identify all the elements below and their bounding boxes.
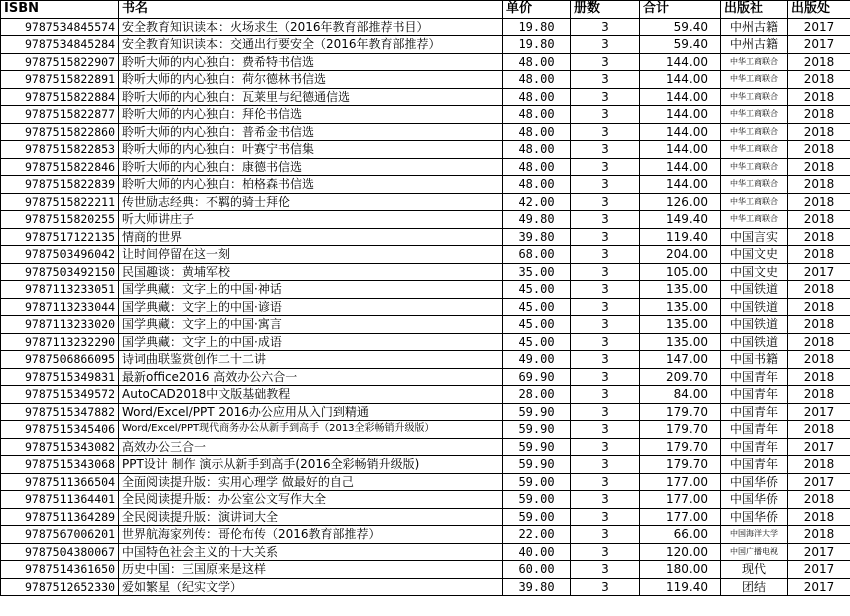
price-cell[interactable]: 40.00 (503, 543, 571, 561)
qty-cell[interactable]: 3 (571, 421, 640, 439)
isbn-cell[interactable]: 9787515822877 (1, 106, 119, 124)
table-row (1, 106, 850, 124)
publisher-cell[interactable]: 中国文史 (721, 263, 788, 281)
isbn-cell[interactable]: 9787515822846 (1, 158, 119, 176)
publisher-cell[interactable]: 中国青年 (721, 368, 788, 386)
year-cell[interactable]: 2018 (788, 106, 850, 124)
isbn-cell[interactable]: 9787511366504 (1, 473, 119, 491)
price-cell[interactable]: 49.80 (503, 211, 571, 229)
publisher-cell[interactable]: 中华工商联合 (721, 141, 788, 159)
title-cell[interactable]: 全民阅读提升版：办公室公文写作大全 (119, 491, 503, 509)
title-cell[interactable]: 聆听大师的内心独白：荷尔德林书信选 (119, 71, 503, 89)
total-cell[interactable]: 144.00 (640, 176, 721, 194)
price-cell[interactable]: 45.00 (503, 316, 571, 334)
publisher-cell[interactable]: 中国铁道 (721, 316, 788, 334)
year-cell[interactable]: 2018 (788, 211, 850, 229)
qty-cell[interactable]: 3 (571, 88, 640, 106)
price-cell[interactable]: 45.00 (503, 298, 571, 316)
price-cell[interactable]: 48.00 (503, 176, 571, 194)
total-cell[interactable]: 59.40 (640, 18, 721, 36)
publisher-cell[interactable]: 中国青年 (721, 456, 788, 474)
table-row (1, 316, 850, 334)
table-row (1, 53, 850, 71)
isbn-cell[interactable]: 9787515345406 (1, 421, 119, 439)
price-cell[interactable]: 49.00 (503, 351, 571, 369)
table-row (1, 123, 850, 141)
year-cell[interactable]: 2018 (788, 351, 850, 369)
header-qty[interactable]: 册数 (571, 1, 640, 19)
qty-cell[interactable]: 3 (571, 158, 640, 176)
publisher-cell[interactable]: 中华工商联合 (721, 71, 788, 89)
isbn-cell[interactable]: 9787515349572 (1, 386, 119, 404)
table-row (1, 193, 850, 211)
qty-cell[interactable]: 3 (571, 578, 640, 596)
title-cell[interactable]: 世界航海家列传：哥伦布传（2016教育部推荐） (119, 526, 503, 544)
price-cell[interactable]: 48.00 (503, 158, 571, 176)
price-cell[interactable]: 48.00 (503, 106, 571, 124)
title-cell[interactable]: 民国趣谈：黄埔军校 (119, 263, 503, 281)
table-row (1, 158, 850, 176)
publisher-cell[interactable]: 中国青年 (721, 403, 788, 421)
table-row (1, 543, 850, 561)
publisher-cell[interactable]: 中国文史 (721, 246, 788, 264)
total-cell[interactable]: 204.00 (640, 246, 721, 264)
publisher-cell[interactable]: 中华工商联合 (721, 176, 788, 194)
table-row (1, 246, 850, 264)
year-cell[interactable]: 2018 (788, 491, 850, 509)
price-cell[interactable]: 48.00 (503, 71, 571, 89)
isbn-cell[interactable]: 9787514361650 (1, 561, 119, 579)
publisher-cell[interactable]: 中州古籍 (721, 18, 788, 36)
total-cell[interactable]: 144.00 (640, 53, 721, 71)
price-cell[interactable]: 28.00 (503, 386, 571, 404)
publisher-cell[interactable]: 中华工商联合 (721, 193, 788, 211)
qty-cell[interactable]: 3 (571, 561, 640, 579)
qty-cell[interactable]: 3 (571, 438, 640, 456)
publisher-cell[interactable]: 团结 (721, 578, 788, 596)
total-cell[interactable]: 105.00 (640, 263, 721, 281)
year-cell[interactable]: 2018 (788, 123, 850, 141)
isbn-cell[interactable]: 9787515343068 (1, 456, 119, 474)
title-cell[interactable]: 国学典藏：文字上的中国·成语 (119, 333, 503, 351)
year-cell[interactable]: 2017 (788, 18, 850, 36)
publisher-cell[interactable]: 中国书籍 (721, 351, 788, 369)
isbn-cell[interactable]: 9787113233044 (1, 298, 119, 316)
price-cell[interactable]: 22.00 (503, 526, 571, 544)
price-cell[interactable]: 48.00 (503, 141, 571, 159)
isbn-cell[interactable]: 9787534845284 (1, 36, 119, 54)
isbn-cell[interactable]: 9787503496042 (1, 246, 119, 264)
table-row (1, 71, 850, 89)
title-cell[interactable]: PPT设计 制作 演示从新手到高手(2016全彩畅销升级版) (119, 456, 503, 474)
year-cell[interactable]: 2018 (788, 141, 850, 159)
price-cell[interactable]: 19.80 (503, 36, 571, 54)
table-row (1, 456, 850, 474)
qty-cell[interactable]: 3 (571, 298, 640, 316)
price-cell[interactable]: 59.90 (503, 438, 571, 456)
table-row (1, 421, 850, 439)
total-cell[interactable]: 177.00 (640, 508, 721, 526)
publisher-cell[interactable]: 中州古籍 (721, 36, 788, 54)
price-cell[interactable]: 45.00 (503, 333, 571, 351)
title-cell[interactable]: AutoCAD2018中文版基础教程 (119, 386, 503, 404)
total-cell[interactable]: 179.70 (640, 438, 721, 456)
price-cell[interactable]: 59.90 (503, 456, 571, 474)
table-row (1, 438, 850, 456)
title-cell[interactable]: 全面阅读提升版：实用心理学 做最好的自己 (119, 473, 503, 491)
isbn-cell[interactable]: 9787503492150 (1, 263, 119, 281)
year-cell[interactable]: 2017 (788, 263, 850, 281)
price-cell[interactable]: 59.00 (503, 473, 571, 491)
qty-cell[interactable]: 3 (571, 53, 640, 71)
qty-cell[interactable]: 3 (571, 526, 640, 544)
table-row (1, 36, 850, 54)
isbn-cell[interactable]: 9787515347882 (1, 403, 119, 421)
isbn-cell[interactable]: 9787515349831 (1, 368, 119, 386)
year-cell[interactable]: 2018 (788, 158, 850, 176)
year-cell[interactable]: 2017 (788, 543, 850, 561)
table-row (1, 491, 850, 509)
title-cell[interactable]: 聆听大师的内心独白：瓦莱里与纪德通信选 (119, 88, 503, 106)
total-cell[interactable]: 144.00 (640, 88, 721, 106)
header-title[interactable]: 书名 (119, 1, 503, 19)
title-cell[interactable]: 中国特色社会主义的十大关系 (119, 543, 503, 561)
qty-cell[interactable]: 3 (571, 193, 640, 211)
qty-cell[interactable]: 3 (571, 246, 640, 264)
qty-cell[interactable]: 3 (571, 106, 640, 124)
total-cell[interactable]: 144.00 (640, 141, 721, 159)
qty-cell[interactable]: 3 (571, 543, 640, 561)
qty-cell[interactable]: 3 (571, 141, 640, 159)
qty-cell[interactable]: 3 (571, 351, 640, 369)
header-publisher[interactable]: 出版社 (721, 1, 788, 19)
year-cell[interactable]: 2018 (788, 316, 850, 334)
isbn-cell[interactable]: 9787515822211 (1, 193, 119, 211)
year-cell[interactable]: 2018 (788, 386, 850, 404)
table-row (1, 281, 850, 299)
total-cell[interactable]: 180.00 (640, 561, 721, 579)
year-cell[interactable]: 2017 (788, 36, 850, 54)
price-cell[interactable]: 19.80 (503, 18, 571, 36)
year-cell[interactable]: 2017 (788, 403, 850, 421)
total-cell[interactable]: 135.00 (640, 281, 721, 299)
header-isbn[interactable]: ISBN (1, 1, 119, 19)
publisher-cell[interactable]: 中国青年 (721, 438, 788, 456)
year-cell[interactable]: 2018 (788, 53, 850, 71)
publisher-cell[interactable]: 中华工商联合 (721, 106, 788, 124)
header-year[interactable]: 出版处 (788, 1, 850, 19)
qty-cell[interactable]: 3 (571, 228, 640, 246)
price-cell[interactable]: 45.00 (503, 281, 571, 299)
year-cell[interactable]: 2018 (788, 88, 850, 106)
table-row (1, 526, 850, 544)
title-cell[interactable]: 听大师讲庄子 (119, 211, 503, 229)
publisher-cell[interactable]: 中华工商联合 (721, 53, 788, 71)
title-cell[interactable]: 高效办公三合一 (119, 438, 503, 456)
publisher-cell[interactable]: 中国广播电视 (721, 543, 788, 561)
price-cell[interactable]: 48.00 (503, 88, 571, 106)
title-cell[interactable]: 历史中国：三国原来是这样 (119, 561, 503, 579)
total-cell[interactable]: 179.70 (640, 403, 721, 421)
table-row (1, 473, 850, 491)
title-cell[interactable]: 国学典藏：文字上的中国·寓言 (119, 316, 503, 334)
total-cell[interactable]: 135.00 (640, 316, 721, 334)
isbn-cell[interactable]: 9787113233051 (1, 281, 119, 299)
year-cell[interactable]: 2018 (788, 526, 850, 544)
header-row (1, 1, 850, 19)
price-cell[interactable]: 59.90 (503, 421, 571, 439)
table-row (1, 386, 850, 404)
price-cell[interactable]: 68.00 (503, 246, 571, 264)
total-cell[interactable]: 149.40 (640, 211, 721, 229)
price-cell[interactable]: 59.90 (503, 403, 571, 421)
isbn-cell[interactable]: 9787515822884 (1, 88, 119, 106)
qty-cell[interactable]: 3 (571, 71, 640, 89)
isbn-cell[interactable]: 9787515822853 (1, 141, 119, 159)
total-cell[interactable]: 120.00 (640, 543, 721, 561)
year-cell[interactable]: 2018 (788, 281, 850, 299)
title-cell[interactable]: 传世励志经典：不羁的骑士拜伦 (119, 193, 503, 211)
total-cell[interactable]: 144.00 (640, 71, 721, 89)
isbn-cell[interactable]: 9787113233020 (1, 316, 119, 334)
total-cell[interactable]: 147.00 (640, 351, 721, 369)
total-cell[interactable]: 179.70 (640, 421, 721, 439)
publisher-cell[interactable]: 中国铁道 (721, 298, 788, 316)
qty-cell[interactable]: 3 (571, 176, 640, 194)
price-cell[interactable]: 48.00 (503, 53, 571, 71)
title-cell[interactable]: 安全教育知识读本：交通出行要安全（2016年教育部推荐） (119, 36, 503, 54)
price-cell[interactable]: 48.00 (503, 123, 571, 141)
total-cell[interactable]: 84.00 (640, 386, 721, 404)
isbn-cell[interactable]: 9787515822860 (1, 123, 119, 141)
total-cell[interactable]: 144.00 (640, 158, 721, 176)
title-cell[interactable]: 国学典藏：文字上的中国·神话 (119, 281, 503, 299)
table-row (1, 211, 850, 229)
total-cell[interactable]: 179.70 (640, 456, 721, 474)
isbn-cell[interactable]: 9787567006201 (1, 526, 119, 544)
table-row (1, 578, 850, 596)
isbn-cell[interactable]: 9787113232290 (1, 333, 119, 351)
qty-cell[interactable]: 3 (571, 123, 640, 141)
year-cell[interactable]: 2018 (788, 508, 850, 526)
total-cell[interactable]: 177.00 (640, 491, 721, 509)
title-cell[interactable]: 聆听大师的内心独白：叶赛宁书信集 (119, 141, 503, 159)
publisher-cell[interactable]: 中国青年 (721, 421, 788, 439)
total-cell[interactable]: 119.40 (640, 578, 721, 596)
publisher-cell[interactable]: 中华工商联合 (721, 88, 788, 106)
year-cell[interactable]: 2017 (788, 438, 850, 456)
isbn-cell[interactable]: 9787504380067 (1, 543, 119, 561)
publisher-cell[interactable]: 中华工商联合 (721, 123, 788, 141)
price-cell[interactable]: 59.00 (503, 491, 571, 509)
publisher-cell[interactable]: 中国华侨 (721, 491, 788, 509)
isbn-cell[interactable]: 9787506866095 (1, 351, 119, 369)
title-cell[interactable]: 安全教育知识读本：火场求生（2016年教育部推荐书目） (119, 18, 503, 36)
publisher-cell[interactable]: 中国铁道 (721, 333, 788, 351)
title-cell[interactable]: 聆听大师的内心独白：拜伦书信选 (119, 106, 503, 124)
title-cell[interactable]: 最新office2016 高效办公六合一 (119, 368, 503, 386)
isbn-cell[interactable]: 9787515343082 (1, 438, 119, 456)
year-cell[interactable]: 2017 (788, 473, 850, 491)
table-row (1, 561, 850, 579)
year-cell[interactable]: 2018 (788, 193, 850, 211)
publisher-cell[interactable]: 中国青年 (721, 386, 788, 404)
publisher-cell[interactable]: 中国海洋大学 (721, 526, 788, 544)
qty-cell[interactable]: 3 (571, 36, 640, 54)
price-cell[interactable]: 39.80 (503, 228, 571, 246)
price-cell[interactable]: 60.00 (503, 561, 571, 579)
isbn-cell[interactable]: 9787534845574 (1, 18, 119, 36)
title-cell[interactable]: 诗词曲联鉴赏创作二十二讲 (119, 351, 503, 369)
total-cell[interactable]: 144.00 (640, 123, 721, 141)
qty-cell[interactable]: 3 (571, 333, 640, 351)
qty-cell[interactable]: 3 (571, 263, 640, 281)
title-cell[interactable]: 聆听大师的内心独白：康德书信选 (119, 158, 503, 176)
qty-cell[interactable]: 3 (571, 368, 640, 386)
year-cell[interactable]: 2018 (788, 421, 850, 439)
table-row (1, 176, 850, 194)
table-row (1, 141, 850, 159)
total-cell[interactable]: 66.00 (640, 526, 721, 544)
qty-cell[interactable]: 3 (571, 456, 640, 474)
total-cell[interactable]: 126.00 (640, 193, 721, 211)
price-cell[interactable]: 42.00 (503, 193, 571, 211)
isbn-cell[interactable]: 9787512652330 (1, 578, 119, 596)
qty-cell[interactable]: 3 (571, 386, 640, 404)
isbn-cell[interactable]: 9787515822907 (1, 53, 119, 71)
publisher-cell[interactable]: 中华工商联合 (721, 211, 788, 229)
price-cell[interactable]: 39.80 (503, 578, 571, 596)
qty-cell[interactable]: 3 (571, 18, 640, 36)
total-cell[interactable]: 135.00 (640, 333, 721, 351)
qty-cell[interactable]: 3 (571, 473, 640, 491)
title-cell[interactable]: 聆听大师的内心独白：普希金书信选 (119, 123, 503, 141)
table-row (1, 263, 850, 281)
title-cell[interactable]: 情商的世界 (119, 228, 503, 246)
table-row (1, 333, 850, 351)
total-cell[interactable]: 177.00 (640, 473, 721, 491)
price-cell[interactable]: 69.90 (503, 368, 571, 386)
header-price[interactable]: 单价 (503, 1, 571, 19)
publisher-cell[interactable]: 中国华侨 (721, 473, 788, 491)
year-cell[interactable]: 2018 (788, 298, 850, 316)
price-cell[interactable]: 35.00 (503, 263, 571, 281)
total-cell[interactable]: 209.70 (640, 368, 721, 386)
year-cell[interactable]: 2018 (788, 246, 850, 264)
year-cell[interactable]: 2017 (788, 561, 850, 579)
table-row (1, 403, 850, 421)
qty-cell[interactable]: 3 (571, 508, 640, 526)
qty-cell[interactable]: 3 (571, 491, 640, 509)
isbn-cell[interactable]: 9787511364289 (1, 508, 119, 526)
publisher-cell[interactable]: 中华工商联合 (721, 158, 788, 176)
publisher-cell[interactable]: 中国言实 (721, 228, 788, 246)
year-cell[interactable]: 2018 (788, 176, 850, 194)
title-cell[interactable]: 爱如繁星（纪实文学） (119, 578, 503, 596)
year-cell[interactable]: 2018 (788, 368, 850, 386)
total-cell[interactable]: 135.00 (640, 298, 721, 316)
title-cell[interactable]: 聆听大师的内心独白：柏格森书信选 (119, 176, 503, 194)
year-cell[interactable]: 2018 (788, 228, 850, 246)
qty-cell[interactable]: 3 (571, 281, 640, 299)
year-cell[interactable]: 2018 (788, 333, 850, 351)
title-cell[interactable]: 国学典藏：文字上的中国·谚语 (119, 298, 503, 316)
table-row (1, 351, 850, 369)
title-cell[interactable]: 让时间停留在这一刻 (119, 246, 503, 264)
title-cell[interactable]: 全民阅读提升版：演讲词大全 (119, 508, 503, 526)
isbn-cell[interactable]: 9787515820255 (1, 211, 119, 229)
price-cell[interactable]: 59.00 (503, 508, 571, 526)
total-cell[interactable]: 144.00 (640, 106, 721, 124)
publisher-cell[interactable]: 现代 (721, 561, 788, 579)
year-cell[interactable]: 2017 (788, 578, 850, 596)
qty-cell[interactable]: 3 (571, 403, 640, 421)
isbn-cell[interactable]: 9787515822891 (1, 71, 119, 89)
year-cell[interactable]: 2018 (788, 456, 850, 474)
publisher-cell[interactable]: 中国华侨 (721, 508, 788, 526)
title-cell[interactable]: Word/Excel/PPT 2016办公应用从入门到精通 (119, 403, 503, 421)
publisher-cell[interactable]: 中国铁道 (721, 281, 788, 299)
table-row (1, 18, 850, 36)
total-cell[interactable]: 59.40 (640, 36, 721, 54)
header-total[interactable]: 合计 (640, 1, 721, 19)
title-cell[interactable]: 聆听大师的内心独白：费希特书信选 (119, 53, 503, 71)
qty-cell[interactable]: 3 (571, 211, 640, 229)
year-cell[interactable]: 2018 (788, 71, 850, 89)
table-row (1, 298, 850, 316)
isbn-cell[interactable]: 9787517122135 (1, 228, 119, 246)
isbn-cell[interactable]: 9787511364401 (1, 491, 119, 509)
table-row (1, 368, 850, 386)
title-cell[interactable]: Word/Excel/PPT现代商务办公从新手到高手（2013全彩畅销升级版） (119, 421, 503, 439)
table-row (1, 88, 850, 106)
total-cell[interactable]: 119.40 (640, 228, 721, 246)
table-row (1, 228, 850, 246)
table-row (1, 508, 850, 526)
isbn-cell[interactable]: 9787515822839 (1, 176, 119, 194)
qty-cell[interactable]: 3 (571, 316, 640, 334)
